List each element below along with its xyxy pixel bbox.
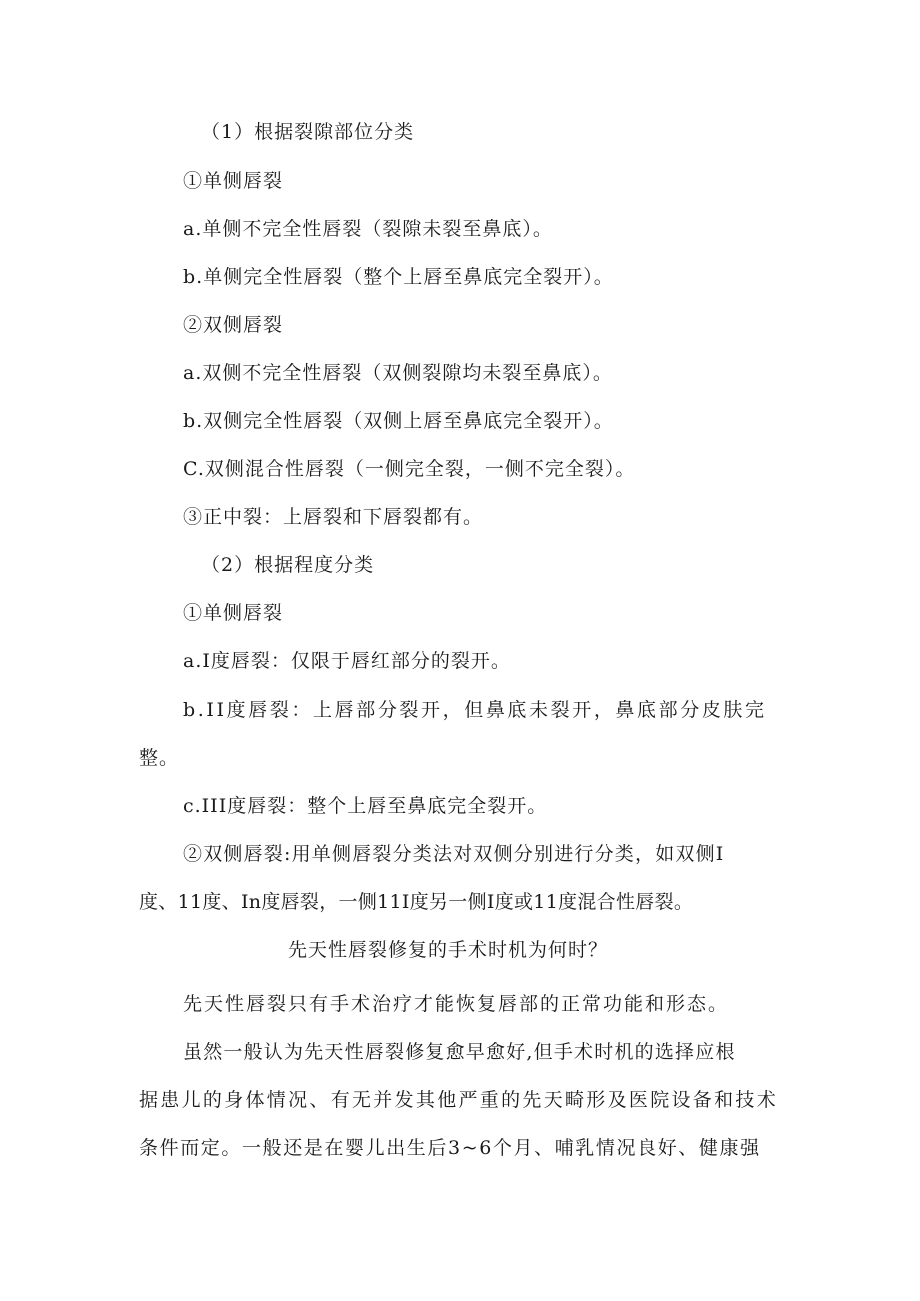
question-heading-surgery-timing: 先天性唇裂修复的手术时机为何时？ [288, 939, 609, 961]
subheading-median-cleft: ③正中裂：上唇裂和下唇裂都有。 [183, 506, 484, 528]
paragraph-bilateral-classification-continued: 度、11度、In度唇裂，一侧11I度另一侧I度或11度混合性唇裂。 [139, 891, 694, 913]
paragraph-bilateral-classification: ②双侧唇裂:用单侧唇裂分类法对双侧分别进行分类，如双侧I [183, 843, 725, 865]
list-item-bilateral-incomplete: a.双侧不完全性唇裂（双侧裂隙均未裂至鼻底）。 [183, 362, 613, 384]
subheading-unilateral-cleft-lip-2: ①单侧唇裂 [183, 602, 284, 624]
paragraph-surgery-only-treatment: 先天性唇裂只有手术治疗才能恢复唇部的正常功能和形态。 [183, 993, 730, 1015]
list-item-degree-2-continued: 整。 [139, 747, 180, 769]
list-item-unilateral-incomplete: a.单侧不完全性唇裂（裂隙未裂至鼻底）。 [183, 218, 553, 240]
list-item-bilateral-complete: b.双侧完全性唇裂（双侧上唇至鼻底完全裂开）。 [183, 410, 614, 432]
list-item-bilateral-mixed: C.双侧混合性唇裂（一侧完全裂，一侧不完全裂）。 [183, 458, 636, 480]
paragraph-surgery-timing: 虽然一般认为先天性唇裂修复愈早愈好,但手术时机的选择应根 [183, 1041, 736, 1063]
list-item-unilateral-complete: b.单侧完全性唇裂（整个上唇至鼻底完全裂开）。 [183, 266, 614, 288]
paragraph-surgery-timing-continued-2: 条件而定。一般还是在婴儿出生后3~6个月、哺乳情况良好、健康强 [139, 1137, 761, 1159]
subheading-bilateral-cleft-lip: ②双侧唇裂 [183, 314, 284, 336]
subheading-unilateral-cleft-lip: ①单侧唇裂 [183, 170, 284, 192]
paragraph-surgery-timing-continued-1: 据患儿的身体情况、有无并发其他严重的先天畸形及医院设备和技术 [139, 1089, 779, 1111]
section-heading-by-degree: （2）根据程度分类 [201, 554, 375, 576]
list-item-degree-1: a.I度唇裂：仅限于唇红部分的裂开。 [183, 650, 511, 672]
list-item-degree-3: c.III度唇裂：整个上唇至鼻底完全裂开。 [183, 795, 548, 817]
section-heading-by-cleft-location: （1）根据裂隙部位分类 [201, 121, 415, 143]
list-item-degree-2: b.II度唇裂：上唇部分裂开，但鼻底未裂开，鼻底部分皮肤完 [183, 699, 767, 721]
